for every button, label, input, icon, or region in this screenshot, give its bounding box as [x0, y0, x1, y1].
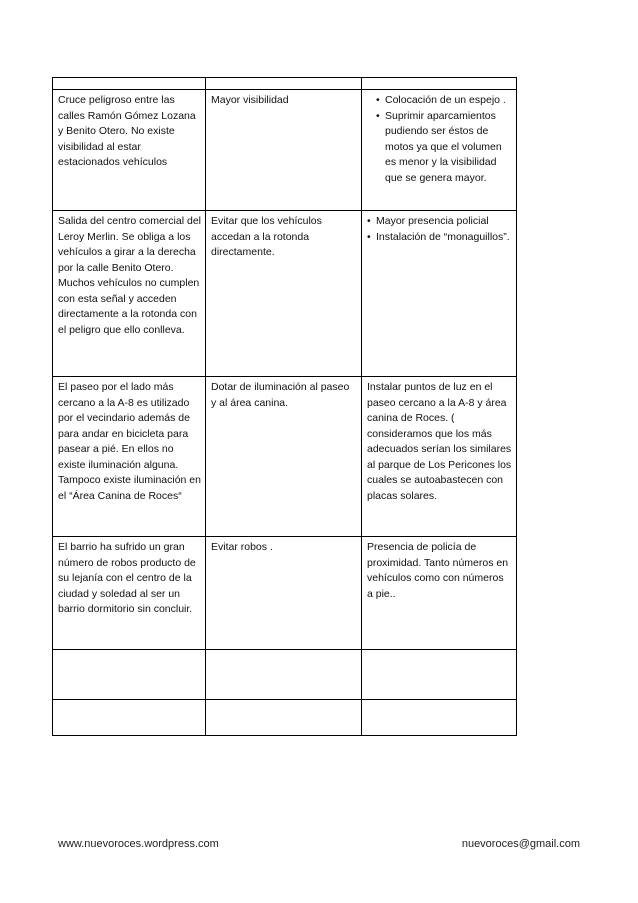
action-item: • Instalación de “monaguillos”.	[367, 230, 512, 246]
actions-cell: Presencia de policía de proximidad. Tanto números en vehículos como con números a pie..	[362, 537, 517, 650]
table-cell-empty	[362, 700, 517, 736]
table-cell-empty	[206, 700, 362, 736]
table-row	[53, 377, 517, 537]
table-row-empty	[53, 700, 517, 736]
table-row	[53, 211, 517, 377]
actions-cell	[362, 211, 517, 377]
action-item: • Mayor presencia policial	[367, 214, 512, 230]
objective-cell: Dotar de iluminación al paseo y al área canina.	[206, 377, 362, 537]
table-cell-empty	[53, 650, 206, 700]
actions-cell: Instalar puntos de luz en el paseo cercano a la A-8 y área canina de Roces. ( consideramos que los más adecuados serían los similares al parque de Los Pericones los cuales se autoabastecen con placas solares.	[362, 377, 517, 537]
action-item: • Colocación de un espejo .	[376, 93, 512, 109]
actions-list	[367, 214, 512, 245]
problem-cell: Cruce peligroso entre las calles Ramón Gómez Lozana y Benito Otero. No existe visibilidad al estar estacionados vehículos	[53, 90, 206, 211]
table-cell-empty	[362, 650, 517, 700]
footer-email: nuevoroces@gmail.com	[461, 838, 580, 850]
problem-cell: El paseo por el lado más cercano a la A-8 es utilizado por el vecindario además de para andar en bicicleta para pasear a pié. En ellos no existe iluminación alguna. Tampoco existe iluminación en el “Área Canina de Roces“	[53, 377, 206, 537]
measures-table	[52, 77, 517, 736]
footer-website: www.nuevoroces.wordpress.com	[58, 838, 219, 850]
objective-cell: Evitar robos .	[206, 537, 362, 650]
table-cell-empty	[53, 700, 206, 736]
table-header-row-empty	[53, 78, 517, 90]
actions-cell	[362, 90, 517, 211]
table-row	[53, 90, 517, 211]
objective-cell: Mayor visibilidad	[206, 90, 362, 211]
table-row-empty	[53, 650, 517, 700]
action-item: • Suprimir aparcamientos pudiendo ser éstos de motos ya que el volumen es menor y la visibilidad que se genera mayor.	[376, 109, 512, 187]
table-cell-empty	[206, 78, 362, 90]
table-row	[53, 537, 517, 650]
problem-cell: Salida del centro comercial del Leroy Merlin. Se obliga a los vehículos a girar a la derecha por la calle Benito Otero. Muchos vehículos no cumplen con esta señal y acceden directamente a la rotonda con el peligro que ello conlleva.	[53, 211, 206, 377]
problem-cell: El barrio ha sufrido un gran número de robos producto de su lejanía con el centro de la ciudad y soledad al ser un barrio dormitorio sin concluir.	[53, 537, 206, 650]
objective-cell: Evitar que los vehículos accedan a la rotonda directamente.	[206, 211, 362, 377]
table-cell-empty	[362, 78, 517, 90]
table-cell-empty	[53, 78, 206, 90]
actions-list	[367, 93, 512, 186]
table-cell-empty	[206, 650, 362, 700]
